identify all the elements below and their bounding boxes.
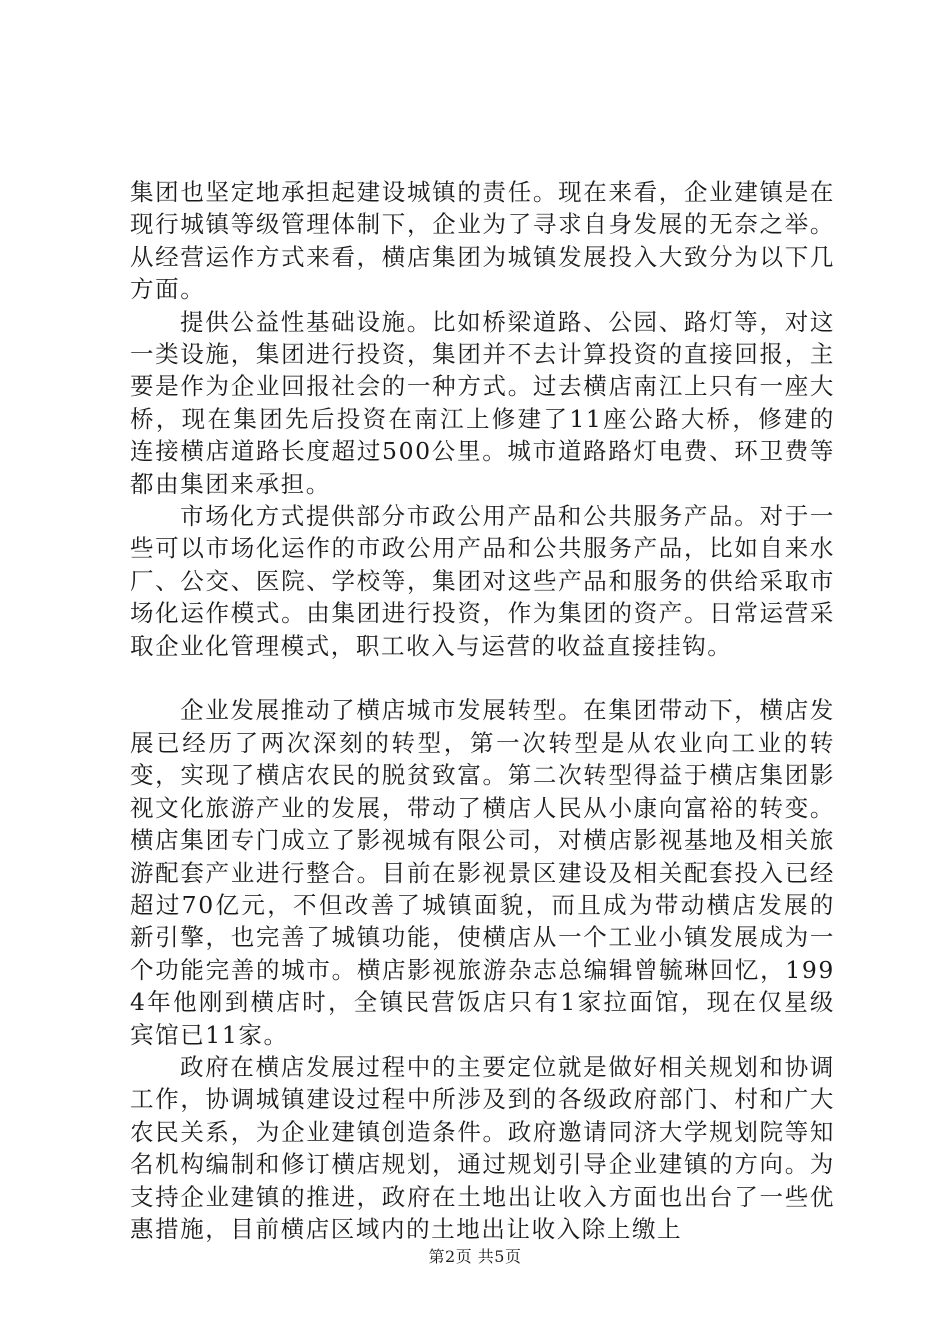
paragraph-market-services: 市场化方式提供部分市政公用产品和公共服务产品。对于一些可以市场化运作的市政公用产品和公共服务产品，比如自来水厂、公交、医院、学校等，集团对这些产品和服务的供给采取市场化运作模式。由集团进行投资，作为集团的资产。日常运营采取企业化管理模式，职工收入与运营的收益直接挂钩。 bbox=[130, 502, 835, 660]
paragraph-public-infrastructure: 提供公益性基础设施。比如桥梁道路、公园、路灯等，对这一类设施，集团进行投资，集团并不去计算投资的直接回报，主要是作为企业回报社会的一种方式。过去横店南江上只有一座大桥，现在集团先后投资在南江上修建了11座公路大桥，修建的连接横店道路长度超过500公里。城市道路路灯电费、环卫费等都由集团来承担。 bbox=[130, 307, 835, 498]
paragraph-urban-transformation: 企业发展推动了横店城市发展转型。在集团带动下，横店发展已经历了两次深刻的转型，第一次转型是从农业向工业的转变，实现了横店农民的脱贫致富。第二次转型得益于横店集团影视文化旅游产业的发展，带动了横店人民从小康向富裕的转变。横店集团专门成立了影视城有限公司，对横店影视基地及相关旅游配套产业进行整合。目前在影视景区建设及相关配套投入已经超过70亿元，不但改善了城镇面貌，而且成为带动横店发展的新引擎，也完善了城镇功能，使横店从一个工业小镇发展成为一个功能完善的城市。横店影视旅游杂志总编辑曾毓琳回忆，1994年他刚到横店时，全镇民营饭店只有1家拉面馆，现在仅星级宾馆已11家。 bbox=[130, 696, 835, 1049]
paragraph-government-role: 政府在横店发展过程中的主要定位就是做好相关规划和协调工作，协调城镇建设过程中所涉及到的各级政府部门、村和广大农民关系，为企业建镇创造条件。政府邀请同济大学规划院等知名机构编制和修订横店规划，通过规划引导企业建镇的方向。为支持企业建镇的推进，政府在土地出让收入方面也出台了一些优惠措施，目前横店区域内的土地出让收入除上缴上 bbox=[130, 1052, 835, 1243]
paragraph-spacer bbox=[130, 662, 835, 694]
document-body bbox=[130, 176, 835, 1245]
page-number-footer: 第2页 共5页 bbox=[428, 1247, 522, 1266]
paragraph-continuation: 集团也坚定地承担起建设城镇的责任。现在来看，企业建镇是在现行城镇等级管理体制下，企业为了寻求自身发展的无奈之举。从经营运作方式来看，横店集团为城镇发展投入大致分为以下几方面。 bbox=[130, 178, 835, 304]
